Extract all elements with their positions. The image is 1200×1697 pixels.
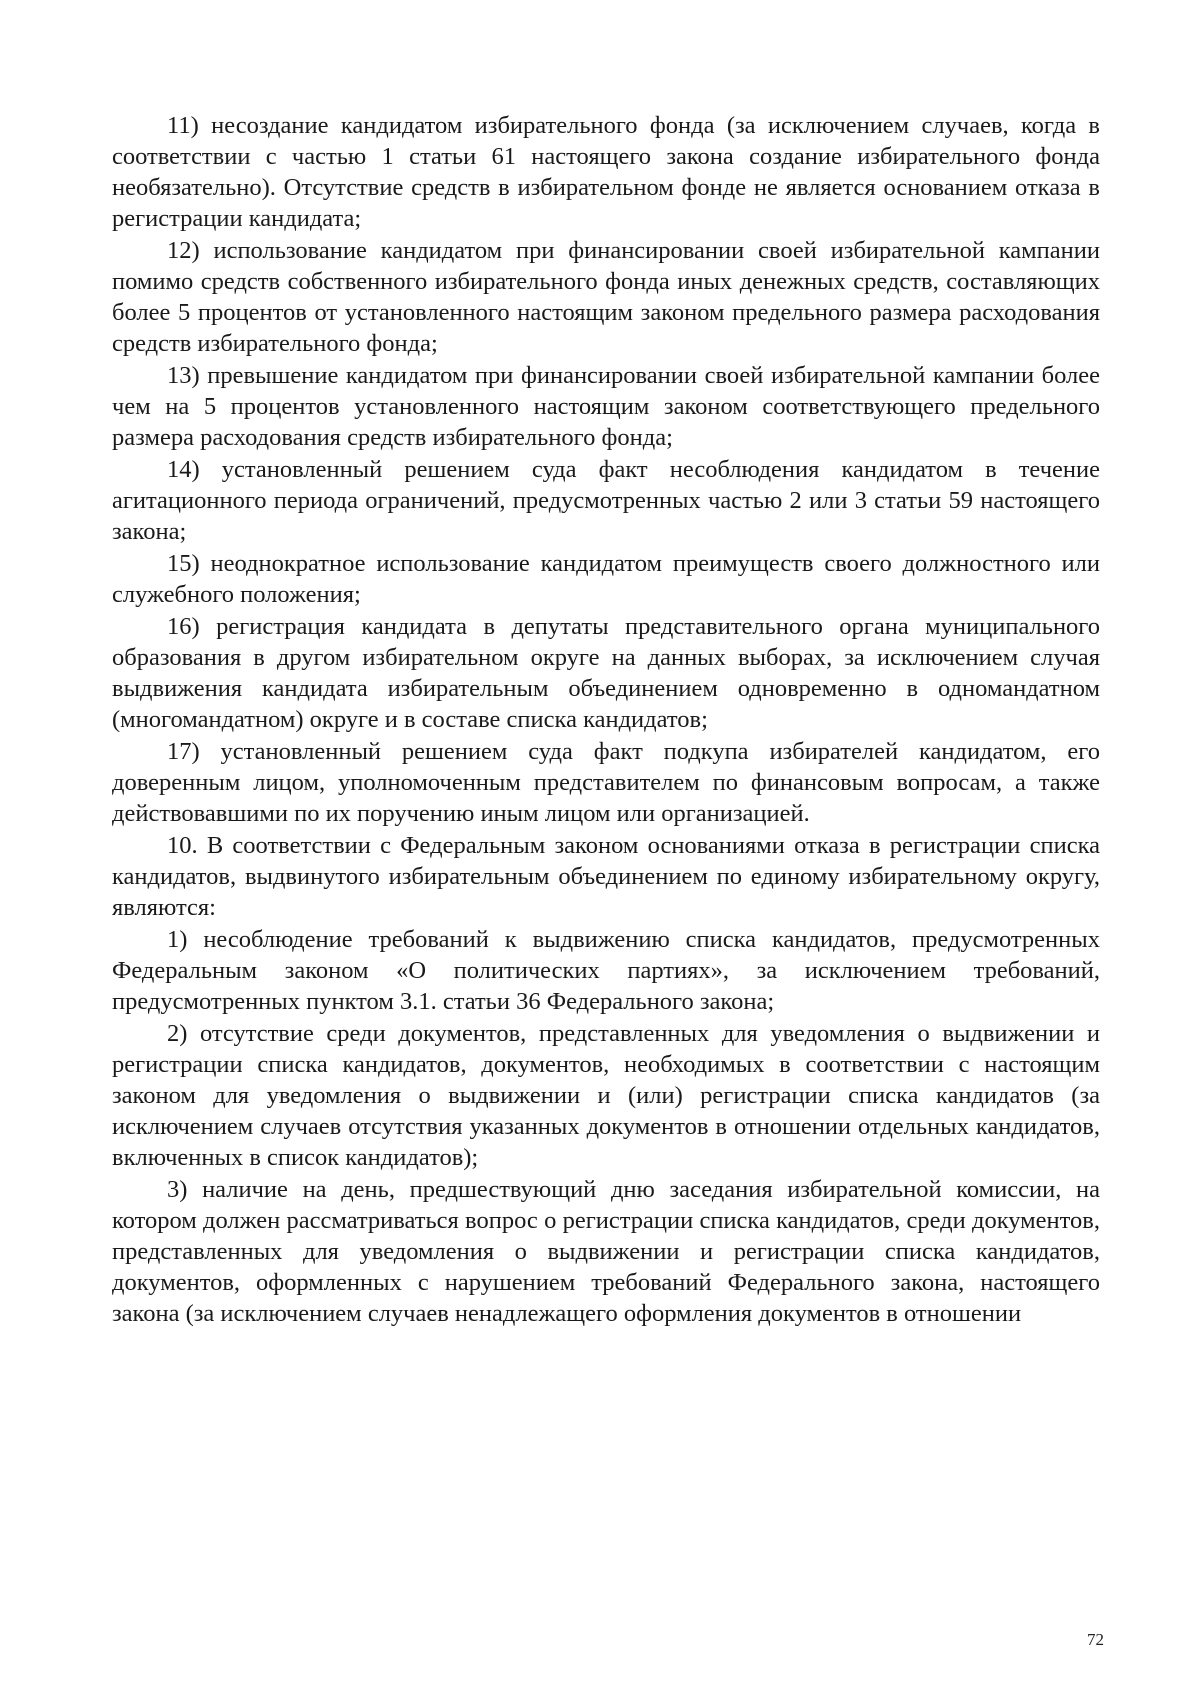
paragraph-item-14: 14) установленный решением суда факт несоблюдения кандидатом в течение агитационного периода ограничений, предусмотренных частью 2 или 3 статьи 59 настоящего закона;: [112, 456, 1100, 545]
paragraph-item-16: 16) регистрация кандидата в депутаты представительного органа муниципального образования в другом избирательном округе на данных выборах, за исключением случая выдвижения кандидата избирательным объединением одновременно в одномандатном (многомандатном) округе и в составе списка кандидатов;: [112, 613, 1100, 733]
paragraph-item-15: 15) неоднократное использование кандидатом преимуществ своего должностного или служебного положения;: [112, 550, 1100, 608]
paragraph-subitem-3: 3) наличие на день, предшествующий дню заседания избирательной комиссии, на котором должен рассматриваться вопрос о регистрации списка кандидатов, среди документов, представленных для уведомления о выдвижении и регистрации списка кандидатов, документов, оформленных с нарушением требований Федерального закона, настоящего закона (за исключением случаев ненадлежащего оформления документов в отношении: [112, 1176, 1100, 1327]
document-body: [112, 110, 1100, 1330]
paragraph-subitem-1: 1) несоблюдение требований к выдвижению списка кандидатов, предусмотренных Федеральным законом «О политических партиях», за исключением требований, предусмотренных пунктом 3.1. статьи 36 Федерального закона;: [112, 926, 1100, 1015]
page-number: 72: [1087, 1630, 1104, 1649]
paragraph-item-11: 11) несоздание кандидатом избирательного фонда (за исключением случаев, когда в соответствии с частью 1 статьи 61 настоящего закона создание избирательного фонда необязательно). Отсутствие средств в избирательном фонде не является основанием отказа в регистрации кандидата;: [112, 112, 1100, 232]
paragraph-subitem-2: 2) отсутствие среди документов, представленных для уведомления о выдвижении и регистрации списка кандидатов, документов, необходимых в соответствии с настоящим законом для уведомления о выдвижении и (или) регистрации списка кандидатов (за исключением случаев отсутствия указанных документов в отношении отдельных кандидатов, включенных в список кандидатов);: [112, 1020, 1100, 1171]
paragraph-item-12: 12) использование кандидатом при финансировании своей избирательной кампании помимо средств собственного избирательного фонда иных денежных средств, составляющих более 5 процентов от установленного настоящим законом предельного размера расходования средств избирательного фонда;: [112, 237, 1100, 357]
paragraph-section-10: 10. В соответствии с Федеральным законом основаниями отказа в регистрации списка кандидатов, выдвинутого избирательным объединением по единому избирательному округу, являются:: [112, 832, 1100, 921]
paragraph-item-17: 17) установленный решением суда факт подкупа избирателей кандидатом, его доверенным лицом, уполномоченным представителем по финансовым вопросам, а также действовавшими по их поручению иным лицом или организацией.: [112, 738, 1100, 827]
paragraph-item-13: 13) превышение кандидатом при финансировании своей избирательной кампании более чем на 5 процентов установленного настоящим законом соответствующего предельного размера расходования средств избирательного фонда;: [112, 362, 1100, 451]
